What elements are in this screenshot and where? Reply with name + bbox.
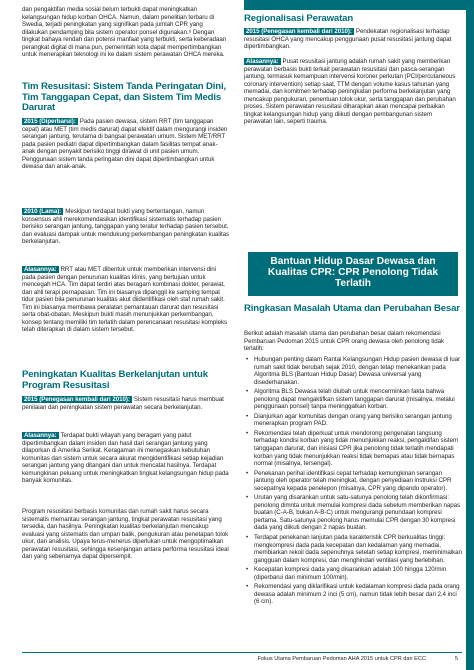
top-accent-bar bbox=[244, 0, 474, 10]
label-2015-updated: 2015 (Diperbarui): bbox=[24, 118, 76, 125]
rapid-2015-paragraph bbox=[22, 118, 230, 171]
rapid-2015-text: Pada pasien dewasa, sistem RRT (tim tanggapan cepat) atau MET (tim medis darurat) dapat efektif dalam mengurangi insiden serangan jantung, terutama di bangsal perawatan umum. Sistem MET/RRT pada pasien pediatri dapat dipertimbangkan dalam fasilitas tempat anak-anak dengan penyakit berisiko tinggi dirawat di unit pasien umum. Penggunaan sistem tanda peringatan dini dapat dipertimbangkan untuk dewasa dan anak-anak. bbox=[22, 118, 228, 171]
rapid-response-heading: Tim Resusitasi: Sistem Tanda Peringatan Dini, Tim Tanggapan Cepat, dan Sistem Tim Medis Darurat bbox=[22, 81, 227, 114]
footer bbox=[0, 652, 474, 670]
quality-program-paragraph: Program resusitasi berbasis komunitas dan rumah sakit harus secara sistematis memantau serangan jantung, tingkat perawatan resusitasi yang tersedia, dan hasilnya. Peningkatan kualitas berkelanjutan mencakup evaluasi yang sistematis dan umpan balik, pengukuran atau penetapan tolok ukur, dan analisis. Upaya terus-menerus diperlukan untuk mengoptimalkan perawatan resusitasi, sehingga kesenjangan antara performa resusitasi ideal dan yang sebenarnya dapat dipersempit. bbox=[22, 508, 229, 561]
label-reason-quality: Alasannya: bbox=[24, 432, 57, 439]
summary-bullet: • Urutan yang disarankan untuk satu-satunya penolong telah dikonfirmasi: penolong dimnta untuk memulai kompresi dada sebelum memberikan napas buatan (C-A-B, bukan A-B-C) untuk mengurangi penundaan kompresi pertama. Satu-satunya penolong harus memulai CPR dengan 30 kompresi dada yang diikuti dengan 2 napas buatan. bbox=[244, 494, 462, 532]
regional-reason-paragraph bbox=[244, 58, 462, 126]
footer-title: Fokus Utama Pembaruan Pedoman AHA 2015 untuk CPR dan ECC bbox=[257, 656, 426, 662]
summary-bullet: • Algoritma BLS Dewasa telah diubah untuk mencerminkan fakta bahwa penolong dapat mengaktifkan sistem tanggapan darurat (misalnya, melalui penggunaan ponsel) tanpa meninggalkan korban. bbox=[244, 388, 462, 411]
regional-2015-paragraph bbox=[244, 28, 462, 51]
page-number: 5 bbox=[454, 656, 458, 662]
quality-2015-text: Sistem resusitasi harus membuat penilaian dan peningkatan sistem perawatan secara berkelanjutan. bbox=[22, 396, 224, 411]
intro-paragraph: dan pengaktifan media sosial belum terbukti dapat meningkatkan kelangsungan hidup korban OHCA. Namun, dalam penelitian terbaru di Swedia, terjadi peningkatan yang signifikan pada jumlah CPR yang dilakukan pendamping bila sistem operator ponsel digunakan.⁸ Dengan tingkat bahaya rendah dan potensi manfaat yang terbukti, serta keberadaan perangkat digital di mana pun, pemerintah kota dapat mempertimbangkan untuk menerapkan teknologi ini ke dalam sistem perawatan OHCA mereka. bbox=[22, 6, 227, 59]
summary-bullet: • Hubungan penting dalam Rantai Kelangsungan Hidup pasien dewasa di luar rumah sakit tidak berubah sejak 2010, dengan tetap menekankan pada Algoritma BLS (Bantuan Hidup Dasar) Dewasa universal yang disederhanakan. bbox=[244, 356, 462, 386]
section-title: Bantuan Hidup Dasar Dewasa dan Kualitas CPR: CPR Penolong Tidak Terlatih bbox=[267, 256, 439, 289]
summary-bullet: • Rekomendasi telah diperkuat untuk mendorong pengenalan langsung terhadap kondisi korban yang tidak menunjukkan reaksi, pengaktifan sistem tanggapan darurat, dan inisiasi CPR jika penolong tidak terlatih mendapati korban yang tidak menunjukkan reaksi tidak bernapas atau tidak bernapas normal (misalnya, tersengal). bbox=[244, 430, 462, 468]
footer-rule bbox=[22, 652, 462, 653]
summary-bullet: • Kecepatan kompresi dada yang disarankan adalah 100 hingga 120/min (diperbarui dari minimum 100/min). bbox=[244, 566, 462, 581]
regional-2015-text: Pendekatan regionalisasi terhadap resusitasi OHCA yang mencakup penggunaan pusat resusitasi jantung dapat dipertimbangkan. bbox=[244, 28, 452, 51]
quality-reason-text: Terdapat bukti wilayah yang beragam yang patut dipertimbangkan dalam insiden dan hasil dari serangan jantung yang dilaporkan di Amerika Serikat. Keragaman ini menegaskan kebutuhan komunitas dan sistem untuk secara akurat mengidentifikasi setiap kejadian serangan jantung yang ditangani dan untuk mencatat hasilnya. Terdapat kemungkinan peluang untuk meningkatkan tingkat kelangsungan hidup pada banyak komunitas. bbox=[22, 432, 229, 485]
rapid-2010-text: Meskipun terdapat bukti yang bertentangan, namun konsensus ahli merekomendasikan identifikasi sistematis terhadap pasien berisiko serangan jantung, tanggapan yang teratur terhadap pasien tersebut, dan evaluasi dampak untuk mendukung perkembangan peningkatan kualitas berkelanjutan. bbox=[22, 208, 230, 246]
summary-bullet-list bbox=[244, 356, 462, 606]
label-2015-reaffirmed: 2015 (Penegasan kembali dari 2010): bbox=[24, 396, 130, 403]
section-title-box bbox=[248, 252, 458, 296]
rapid-2010-paragraph bbox=[22, 208, 230, 246]
quality-2015-paragraph bbox=[22, 396, 230, 411]
regional-heading: Regionalisasi Perawatan bbox=[244, 13, 354, 24]
summary-intro: Berikut adalah masalah utama dan perubahan besar dalam rekomendasi Pembaruan Pedoman 2015 untuk CPR orang dewasa oleh penolong tidak terlatih: bbox=[244, 330, 445, 353]
summary-bullet: • Rekomendasi yang diklarifikasi untuk kedalaman kompresi dada pada orang dewasa adalah minimum 2 inci (5 cm), namun tidak lebih besar dari 2,4 inci (6 cm). bbox=[244, 583, 462, 606]
label-reason-regional: Alasannya: bbox=[246, 58, 279, 65]
regional-reason-text: Pusat resusitasi jantung adalah rumah sakit yang memberikan perawatan berbasis bukti terkait perawatan resusitasi dan pasca-serangan jantung, termasuk kemampuan intervensi koroner perkutan (PCI/percutaneous coronary intervention) setiap saat, TTM dengan volume kasus tahunan yang memadai, dan komitmen terhadap peningkatan performa berkelanjutan yang mencakup pengukuran, penentuan tolok ukur, serta tanggapan dan perubahan proses. Sistem perawatan resusitasi diharapkan akan mencapai perbaikan tingkat kelangsungan hidup yang diikuti dengan pembangunan sistem perawatan lain, seperti trauma. bbox=[244, 58, 456, 126]
label-2010-old: 2010 (Lama): bbox=[24, 208, 62, 215]
quality-reason-paragraph bbox=[22, 432, 230, 485]
summary-bullet: • Terdapat penekanan lanjutan pada karakteristik CPR berkualitas tinggi: mengkompresi dada pada kecepatan dan kedalaman yang memadai, membiarkan rekoil dada sepenuhnya setelah setiap kompresi, meminimalkan gangguan dalam kompresi, dan menghindari ventilasi yang berlebihan. bbox=[244, 534, 462, 564]
rapid-reason-text: RRT atau MET dibentuk untuk memberikan intervensi dini pada pasien dengan penurunan kualitas klinis, yang bertujuan untuk mencegah HCA. Tim dapat terdiri atas beragam kombinasi dokter, perawat, dan ahli terapi pernapasan. Tim ini biasanya dipanggil ke samping tempat tidur pasien bila penurunan kualitas akut diidentifikasi oleh staf rumah sakit. Tim ini biasanya membawa peralatan pemantauan darurat dan resusitasi serta obat-obatan. Meskipun bukti masih menunjukkan perkembangan, konsep tentang memiliki tim terlatih dalam perencanaan resusitasi kompleks telah diterapkan di dalam sistem tersebut. bbox=[22, 266, 228, 334]
summary-bullet: • Dianjurkan agar komunitas dengan orang yang berisiko serangan jantung menerapkan program PAD. bbox=[244, 413, 462, 428]
side-accent-bar bbox=[466, 0, 474, 670]
quality-heading: Peningkatan Kualitas Berkelanjutan untuk Program Resusitasi bbox=[22, 369, 208, 391]
rapid-reason-paragraph bbox=[22, 266, 230, 334]
label-reason: Alasannya: bbox=[24, 266, 57, 273]
summary-bullet: • Penekanan perihal identifikasi cepat terhadap kemungkinan serangan jantung oleh operator telah meningkat, dengan penyediaan instruksi CPR secepatnya kepada penelepon (misalnya, CPR yang dipandu operator). bbox=[244, 470, 462, 493]
label-2015-regional: 2015 (Penegasan kembali dari 2010): bbox=[246, 28, 352, 35]
summary-heading: Ringkasan Masalah Utama dan Perubahan Besar bbox=[244, 303, 460, 314]
